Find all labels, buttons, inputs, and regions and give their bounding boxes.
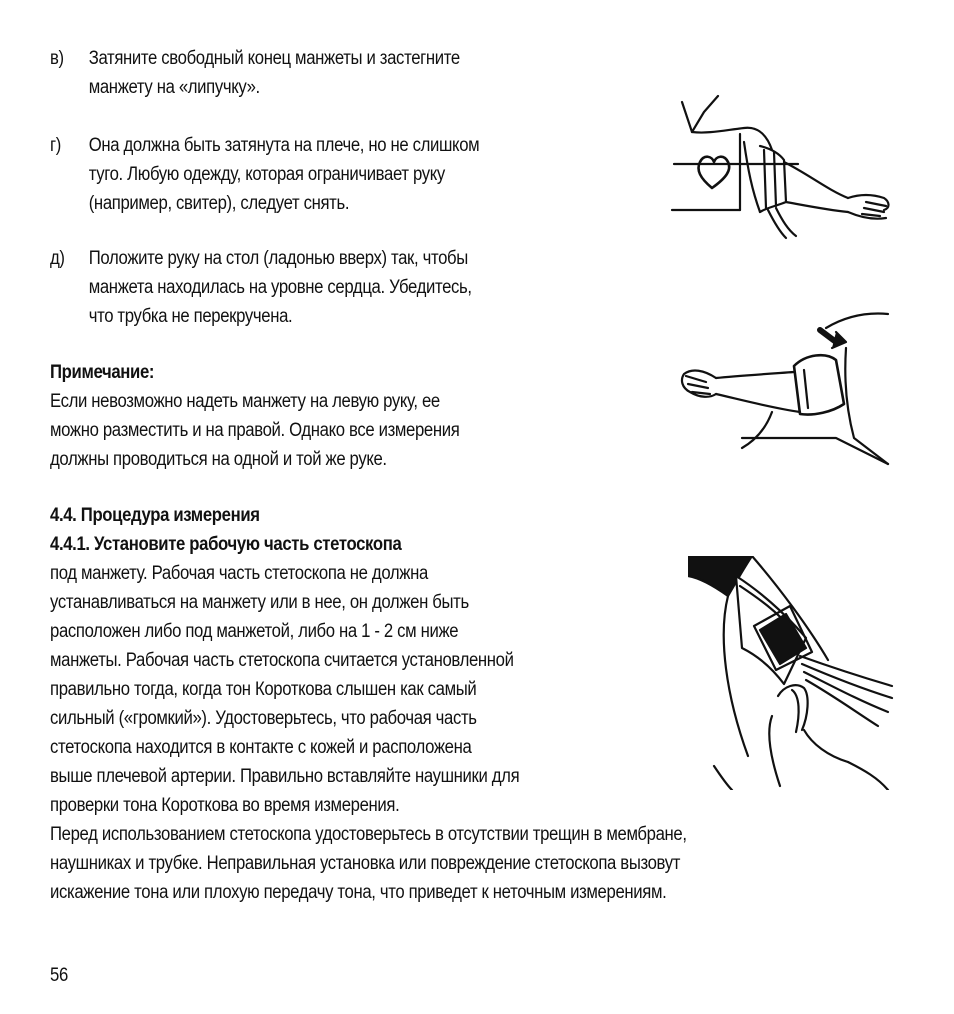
- item-line: (например, свитер), следует снять.: [88, 193, 350, 214]
- section-line: проверки тона Короткова во время измерения.: [50, 795, 400, 816]
- item-line: Положите руку на стол (ладонью вверх) так, чтобы: [88, 248, 468, 269]
- section-line: расположен либо под манжетой, либо на 1 - 2 см ниже: [50, 621, 459, 642]
- arm-on-table-illustration: [676, 308, 896, 468]
- section-line: под манжету. Рабочая часть стетоскопа не должна: [50, 563, 428, 584]
- item-text: [89, 131, 599, 218]
- item-line: что трубка не перекручена.: [88, 306, 293, 327]
- item-line: Она должна быть затянута на плече, но не слишком: [88, 135, 480, 156]
- section-line: правильно тогда, когда тон Короткова слышен как самый: [50, 679, 477, 700]
- item-marker: в): [50, 48, 64, 69]
- section-line: наушниках и трубке. Неправильная установка или повреждение стетоскопа вызовут: [50, 853, 681, 874]
- item-marker: д): [50, 248, 65, 269]
- section-line: выше плечевой артерии. Правильно вставляйте наушники для: [50, 766, 520, 787]
- section-heading: 4.4. Процедура измерения: [50, 505, 260, 526]
- section-line: манжеты. Рабочая часть стетоскопа считается установленной: [50, 650, 514, 671]
- cuff-arm-heart-illustration: [668, 90, 898, 240]
- note-line: должны проводиться на одной и той же руке.: [50, 449, 387, 470]
- section-line: сильный («громкий»). Удостоверьтесь, что рабочая часть: [50, 708, 477, 729]
- item-line: манжету на «липучку».: [88, 77, 260, 98]
- section-line: стетоскопа находится в контакте с кожей и расположена: [50, 737, 472, 758]
- item-text: [89, 244, 599, 331]
- section-line: устанавливаться на манжету или в нее, он должен быть: [50, 592, 469, 613]
- stethoscope-placement-illustration: [688, 556, 894, 790]
- note-line: можно разместить и на правой. Однако все измерения: [50, 420, 460, 441]
- note-line: Если невозможно надеть манжету на левую руку, ее: [50, 391, 440, 412]
- section-line: Перед использованием стетоскопа удостоверьтесь в отсутствии трещин в мембране,: [50, 824, 687, 845]
- section-line: искажение тона или плохую передачу тона, что приведет к неточным измерениям.: [50, 882, 667, 903]
- item-line: Затяните свободный конец манжеты и застегните: [88, 48, 460, 69]
- page-number: 56: [50, 965, 68, 986]
- note-heading: Примечание:: [50, 362, 155, 383]
- item-line: туго. Любую одежду, которая ограничивает руку: [88, 164, 445, 185]
- item-marker: г): [50, 135, 61, 156]
- item-line: манжета находилась на уровне сердца. Убедитесь,: [88, 277, 472, 298]
- note-block: [50, 358, 459, 474]
- item-text: [89, 44, 599, 102]
- section-block: [50, 501, 687, 907]
- section-subheading: 4.4.1. Установите рабочую часть стетоскопа: [50, 534, 402, 555]
